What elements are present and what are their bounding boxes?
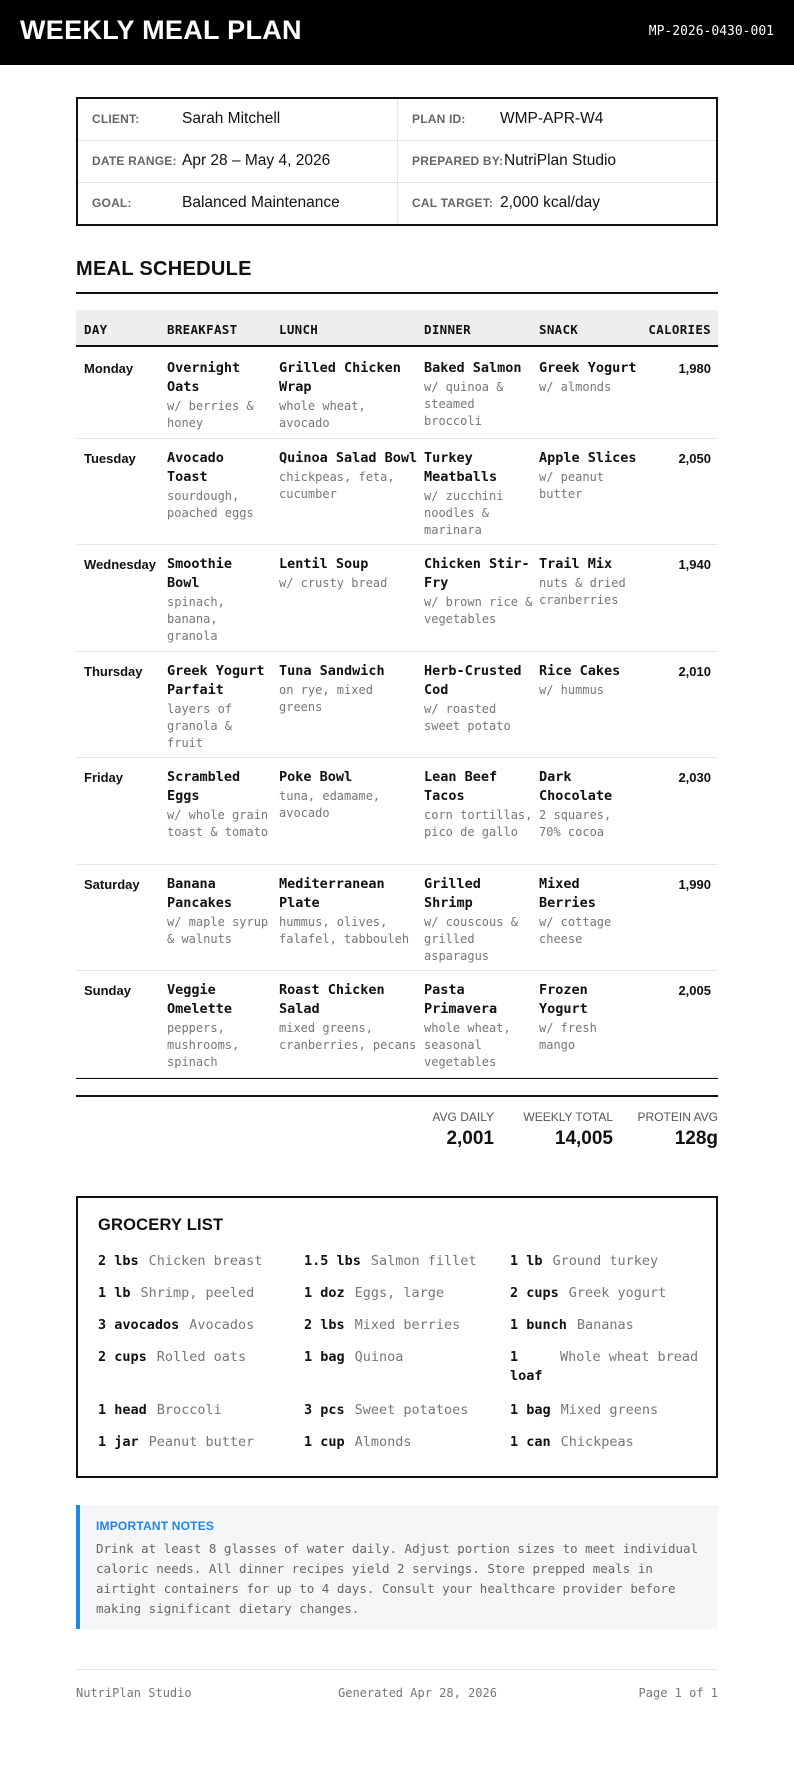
meal-name: Quinoa Salad Bowl bbox=[279, 450, 418, 466]
row-day: Thursday bbox=[84, 664, 143, 679]
protein-avg-value: 128g bbox=[674, 1128, 718, 1149]
grocery-name: Ground turkey bbox=[552, 1253, 659, 1269]
meal-description: whole wheat, seasonal vegetables bbox=[424, 1021, 511, 1069]
meal-name: Rice Cakes bbox=[539, 663, 621, 679]
grocery-quantity: 3 pcs bbox=[304, 1402, 345, 1418]
grocery-name: Bananas bbox=[576, 1317, 634, 1333]
meal-description: nuts & dried cranberries bbox=[539, 576, 626, 607]
row-day: Monday bbox=[84, 361, 134, 376]
protein-avg-summary bbox=[638, 1110, 718, 1150]
grocery-name: Mixed greens bbox=[560, 1402, 659, 1418]
meal-snack bbox=[539, 875, 639, 948]
meal-description: w/ hummus bbox=[539, 683, 605, 697]
grocery-item bbox=[98, 1348, 298, 1388]
grocery-name: Chicken breast bbox=[148, 1253, 263, 1269]
meal-snack bbox=[539, 449, 639, 503]
grocery-name: Salmon fillet bbox=[370, 1253, 477, 1269]
grocery-quantity: 1 cup bbox=[304, 1434, 345, 1450]
table-row bbox=[76, 865, 718, 971]
date-range-field bbox=[78, 141, 397, 183]
meal-name: Greek Yogurt Parfait bbox=[167, 663, 265, 698]
meal-description: layers of granola & fruit bbox=[167, 702, 233, 750]
meal-description: sourdough, poached eggs bbox=[167, 489, 254, 520]
grocery-quantity: 1 loaf bbox=[510, 1349, 543, 1384]
meal-lunch bbox=[279, 449, 419, 503]
document-id: MP-2026-0430-001 bbox=[648, 24, 774, 39]
table-row bbox=[76, 652, 718, 758]
meal-name: Overnight Oats bbox=[167, 360, 241, 395]
grocery-quantity: 1 bunch bbox=[510, 1317, 567, 1333]
table-row bbox=[76, 758, 718, 865]
column-header-calories: CALORIES bbox=[648, 322, 711, 337]
meal-dinner bbox=[424, 555, 536, 628]
meal-snack bbox=[539, 981, 639, 1054]
header-bar bbox=[0, 0, 794, 65]
grocery-name: Broccoli bbox=[156, 1402, 222, 1418]
meal-name: Grilled Shrimp bbox=[424, 876, 481, 911]
meal-name: Lentil Soup bbox=[279, 556, 369, 572]
meal-breakfast bbox=[167, 768, 272, 841]
client-label: CLIENT: bbox=[92, 112, 140, 126]
footer-brand: NutriPlan Studio bbox=[76, 1686, 192, 1700]
grocery-quantity: 2 cups bbox=[98, 1349, 147, 1365]
meal-name: Baked Salmon bbox=[424, 360, 522, 376]
meal-breakfast bbox=[167, 981, 272, 1071]
plan-id-field bbox=[398, 99, 716, 141]
notes-body: Drink at least 8 glasses of water daily. Adjust portion sizes to meet individual caloric needs. All dinner recipes yield 2 servings. Store prepped meals in airtight containers for up to 4 days. Consult your healthcare provider before making significant dietary changes. bbox=[96, 1541, 699, 1616]
meal-description: w/ peanut butter bbox=[539, 470, 605, 501]
meal-snack bbox=[539, 359, 639, 396]
meal-breakfast bbox=[167, 359, 272, 432]
meal-description: peppers, mushrooms, spinach bbox=[167, 1021, 240, 1069]
cal-target-field bbox=[398, 183, 716, 225]
meal-description: on rye, mixed greens bbox=[279, 683, 373, 714]
goal-label: GOAL: bbox=[92, 196, 132, 210]
prepared-by-value: NutriPlan Studio bbox=[504, 152, 617, 169]
meal-name: Frozen Yogurt bbox=[539, 982, 588, 1017]
meal-description: w/ fresh mango bbox=[539, 1021, 597, 1052]
grocery-name: Quinoa bbox=[354, 1349, 404, 1365]
row-day: Tuesday bbox=[84, 451, 136, 466]
grocery-quantity: 1 jar bbox=[98, 1434, 139, 1450]
column-header-lunch: LUNCH bbox=[279, 322, 319, 337]
row-calories: 1,990 bbox=[678, 877, 711, 892]
meal-description: mixed greens, cranberries, pecans bbox=[279, 1021, 417, 1052]
row-day: Saturday bbox=[84, 877, 140, 892]
section-divider bbox=[76, 292, 718, 294]
grocery-name: Greek yogurt bbox=[568, 1285, 667, 1301]
column-header-snack: SNACK bbox=[539, 322, 579, 337]
meal-description: 2 squares, 70% cocoa bbox=[539, 808, 612, 839]
row-calories: 2,010 bbox=[678, 664, 711, 679]
goal-value: Balanced Maintenance bbox=[182, 194, 340, 211]
column-header-breakfast: BREAKFAST bbox=[167, 322, 238, 337]
meal-description: w/ crusty bread bbox=[279, 576, 388, 590]
avg-daily-label: AVG DAILY bbox=[432, 1110, 494, 1124]
goal-field bbox=[78, 183, 397, 225]
grocery-item bbox=[304, 1348, 504, 1388]
meal-name: Apple Slices bbox=[539, 450, 637, 466]
row-day: Wednesday bbox=[84, 557, 157, 572]
meal-name: Scrambled Eggs bbox=[167, 769, 241, 804]
prepared-by-label: PREPARED BY: bbox=[412, 154, 504, 168]
footer-divider bbox=[76, 1669, 718, 1670]
row-calories: 1,980 bbox=[678, 361, 711, 376]
summary-divider bbox=[76, 1095, 718, 1097]
plan-id-value: WMP-APR-W4 bbox=[500, 110, 604, 127]
notes-title: IMPORTANT NOTES bbox=[96, 1519, 215, 1533]
grocery-item bbox=[510, 1433, 710, 1473]
grocery-quantity: 2 lbs bbox=[304, 1317, 345, 1333]
row-day: Friday bbox=[84, 770, 124, 785]
grocery-name: Almonds bbox=[354, 1434, 412, 1450]
meal-name: Lean Beef Tacos bbox=[424, 769, 498, 804]
meal-description: w/ maple syrup & walnuts bbox=[167, 915, 269, 946]
grocery-quantity: 1 bag bbox=[304, 1349, 345, 1365]
meal-description: w/ almonds bbox=[539, 380, 612, 394]
meal-name: Tuna Sandwich bbox=[279, 663, 385, 679]
table-row bbox=[76, 439, 718, 545]
column-header-day: DAY bbox=[84, 322, 108, 337]
grocery-name: Peanut butter bbox=[148, 1434, 255, 1450]
weekly-total-summary bbox=[523, 1110, 613, 1150]
client-value: Sarah Mitchell bbox=[182, 110, 281, 127]
page-title: WEEKLY MEAL PLAN bbox=[20, 15, 302, 45]
grocery-quantity: 1 lb bbox=[98, 1285, 131, 1301]
meal-snack bbox=[539, 662, 639, 699]
cal-target-label: CAL TARGET: bbox=[412, 196, 494, 210]
meal-breakfast bbox=[167, 449, 272, 522]
meal-snack bbox=[539, 768, 639, 841]
grocery-quantity: 1 head bbox=[98, 1402, 147, 1418]
meal-lunch bbox=[279, 875, 419, 948]
meal-schedule-title: MEAL SCHEDULE bbox=[76, 258, 252, 280]
cal-target-value: 2,000 kcal/day bbox=[500, 194, 600, 211]
meal-description: w/ brown rice & vegetables bbox=[424, 595, 533, 626]
meal-description: hummus, olives, falafel, tabbouleh bbox=[279, 915, 410, 946]
client-field bbox=[78, 99, 397, 141]
column-header-dinner: DINNER bbox=[424, 322, 471, 337]
avg-daily-summary bbox=[432, 1110, 494, 1150]
date-range-value: Apr 28 – May 4, 2026 bbox=[182, 152, 331, 169]
meal-description: w/ zucchini noodles & marinara bbox=[424, 489, 504, 537]
client-info-box bbox=[76, 97, 718, 226]
grocery-name: Whole wheat bread bbox=[560, 1349, 699, 1365]
meal-description: corn tortillas, pico de gallo bbox=[424, 808, 533, 839]
meal-name: Roast Chicken Salad bbox=[279, 982, 385, 1017]
meal-dinner bbox=[424, 662, 536, 735]
meal-breakfast bbox=[167, 555, 272, 645]
meal-lunch bbox=[279, 981, 419, 1054]
meal-name: Poke Bowl bbox=[279, 769, 353, 785]
table-row bbox=[76, 545, 718, 652]
meal-description: whole wheat, avocado bbox=[279, 399, 366, 430]
meal-description: tuna, edamame, avocado bbox=[279, 789, 381, 820]
grocery-name: Avocados bbox=[189, 1317, 255, 1333]
meal-lunch bbox=[279, 555, 419, 592]
meal-description: w/ berries & honey bbox=[167, 399, 254, 430]
meal-lunch bbox=[279, 662, 419, 716]
grocery-name: Chickpeas bbox=[560, 1434, 634, 1450]
meal-name: Dark Chocolate bbox=[539, 769, 613, 804]
meal-dinner bbox=[424, 359, 536, 430]
grocery-name: Sweet potatoes bbox=[354, 1402, 469, 1418]
meal-breakfast bbox=[167, 662, 272, 752]
table-row bbox=[76, 971, 718, 1078]
meal-lunch bbox=[279, 768, 419, 822]
meal-breakfast bbox=[167, 875, 272, 948]
prepared-by-field bbox=[398, 141, 716, 183]
grocery-quantity: 2 lbs bbox=[98, 1253, 139, 1269]
meal-description: w/ cottage cheese bbox=[539, 915, 612, 946]
grocery-name: Shrimp, peeled bbox=[140, 1285, 255, 1301]
meal-name: Turkey Meatballs bbox=[424, 450, 498, 485]
avg-daily-value: 2,001 bbox=[446, 1128, 494, 1149]
meal-name: Pasta Primavera bbox=[424, 982, 498, 1017]
row-calories: 2,050 bbox=[678, 451, 711, 466]
grocery-name: Mixed berries bbox=[354, 1317, 461, 1333]
footer-page-number: Page 1 of 1 bbox=[638, 1686, 718, 1700]
meal-name: Banana Pancakes bbox=[167, 876, 233, 911]
meal-description: w/ whole grain toast & tomato bbox=[167, 808, 269, 839]
meal-dinner bbox=[424, 768, 536, 841]
grocery-quantity: 2 cups bbox=[510, 1285, 559, 1301]
protein-avg-label: PROTEIN AVG bbox=[637, 1110, 718, 1124]
weekly-total-label: WEEKLY TOTAL bbox=[523, 1110, 613, 1124]
grocery-quantity: 1.5 lbs bbox=[304, 1253, 361, 1269]
date-range-label: DATE RANGE: bbox=[92, 154, 177, 168]
grocery-quantity: 1 lb bbox=[510, 1253, 543, 1269]
meal-description: w/ couscous & grilled asparagus bbox=[424, 915, 518, 963]
grocery-item bbox=[510, 1348, 710, 1388]
grocery-quantity: 1 doz bbox=[304, 1285, 345, 1301]
row-day: Sunday bbox=[84, 983, 131, 998]
plan-id-label: PLAN ID: bbox=[412, 112, 466, 126]
grocery-quantity: 1 can bbox=[510, 1434, 551, 1450]
meal-dinner bbox=[424, 981, 536, 1071]
meal-name: Grilled Chicken Wrap bbox=[279, 360, 401, 395]
meal-name: Greek Yogurt bbox=[539, 360, 637, 376]
meal-name: Avocado Toast bbox=[167, 450, 224, 485]
meal-description: w/ quinoa & steamed broccoli bbox=[424, 380, 504, 428]
weekly-total-value: 14,005 bbox=[554, 1128, 613, 1149]
meal-dinner bbox=[424, 449, 536, 539]
footer-generated-date: Generated Apr 28, 2026 bbox=[338, 1686, 497, 1700]
grocery-quantity: 1 bag bbox=[510, 1402, 551, 1418]
meal-name: Herb-Crusted Cod bbox=[424, 663, 522, 698]
meal-name: Trail Mix bbox=[539, 556, 613, 572]
row-calories: 1,940 bbox=[678, 557, 711, 572]
meal-name: Mixed Berries bbox=[539, 876, 596, 911]
table-header bbox=[76, 310, 718, 347]
meal-description: w/ roasted sweet potato bbox=[424, 702, 511, 733]
table-row bbox=[76, 349, 718, 439]
meal-snack bbox=[539, 555, 639, 609]
grocery-name: Eggs, large bbox=[354, 1285, 445, 1301]
important-notes bbox=[76, 1505, 718, 1629]
meal-description: chickpeas, feta, cucumber bbox=[279, 470, 395, 501]
grocery-name: Rolled oats bbox=[156, 1349, 247, 1365]
grocery-item bbox=[98, 1433, 298, 1473]
row-calories: 2,005 bbox=[678, 983, 711, 998]
grocery-item bbox=[304, 1433, 504, 1473]
grocery-list bbox=[76, 1196, 718, 1478]
meal-name: Chicken Stir-Fry bbox=[424, 556, 530, 591]
meal-name: Mediterranean Plate bbox=[279, 876, 385, 911]
grocery-quantity: 3 avocados bbox=[98, 1317, 180, 1333]
table-bottom-border bbox=[76, 1078, 718, 1079]
grocery-list-title: GROCERY LIST bbox=[98, 1216, 224, 1234]
meal-name: Veggie Omelette bbox=[167, 982, 233, 1017]
meal-dinner bbox=[424, 875, 536, 965]
meal-lunch bbox=[279, 359, 419, 432]
row-calories: 2,030 bbox=[678, 770, 711, 785]
meal-description: spinach, banana, granola bbox=[167, 595, 225, 643]
meal-name: Smoothie Bowl bbox=[167, 556, 233, 591]
